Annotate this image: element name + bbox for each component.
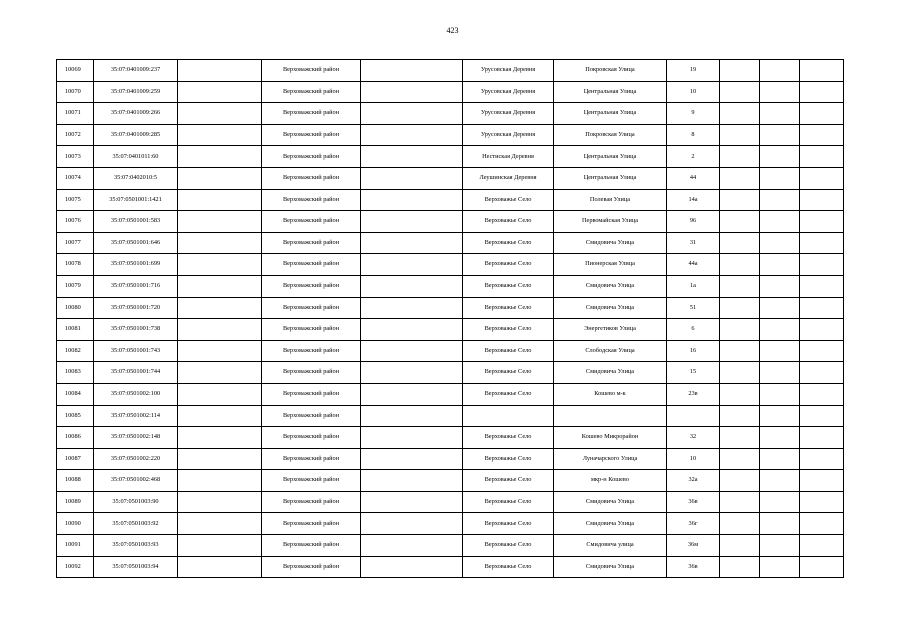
table-row (57, 491, 844, 513)
cadastral-number-cell: 35:07:0501002:148 (94, 427, 178, 449)
cadastral-number-cell: 35:07:0501003:93 (94, 535, 178, 557)
empty-cell (178, 146, 262, 168)
settlement-cell: Верховажье Село (463, 340, 554, 362)
empty-cell (720, 319, 760, 341)
house-number-cell: 14а (667, 189, 720, 211)
table-row (57, 189, 844, 211)
row-number-cell: 10073 (57, 146, 94, 168)
cadastral-number-cell: 35:07:0501001:744 (94, 362, 178, 384)
empty-cell (720, 103, 760, 125)
street-cell: Покровская Улица (554, 124, 667, 146)
row-number-cell: 10072 (57, 124, 94, 146)
empty-cell (800, 535, 844, 557)
empty-cell (178, 167, 262, 189)
empty-cell (178, 427, 262, 449)
row-number-cell: 10087 (57, 448, 94, 470)
empty-cell (800, 189, 844, 211)
house-number-cell: 8 (667, 124, 720, 146)
empty-cell (760, 146, 800, 168)
district-cell: Верховажский район (262, 81, 361, 103)
street-cell: Пионерская Улица (554, 254, 667, 276)
empty-cell (361, 167, 463, 189)
district-cell: Верховажский район (262, 491, 361, 513)
house-number-cell: 10 (667, 448, 720, 470)
empty-cell (720, 383, 760, 405)
empty-cell (178, 362, 262, 384)
district-cell: Верховажский район (262, 362, 361, 384)
empty-cell (800, 60, 844, 82)
street-cell: Смидовича Улица (554, 275, 667, 297)
empty-cell (760, 513, 800, 535)
district-cell: Верховажский район (262, 556, 361, 578)
empty-cell (361, 556, 463, 578)
empty-cell (760, 319, 800, 341)
empty-cell (760, 81, 800, 103)
street-cell: Смидовича Улица (554, 513, 667, 535)
settlement-cell: Верховажье Село (463, 362, 554, 384)
empty-cell (178, 211, 262, 233)
house-number-cell: 32 (667, 427, 720, 449)
street-cell: Покровская Улица (554, 60, 667, 82)
empty-cell (361, 405, 463, 427)
empty-cell (178, 556, 262, 578)
street-cell: Центральная Улица (554, 146, 667, 168)
empty-cell (800, 124, 844, 146)
empty-cell (361, 491, 463, 513)
empty-cell (720, 297, 760, 319)
table-row (57, 383, 844, 405)
house-number-cell: 2 (667, 146, 720, 168)
empty-cell (800, 383, 844, 405)
row-number-cell: 10070 (57, 81, 94, 103)
empty-cell (720, 254, 760, 276)
district-cell: Верховажский район (262, 513, 361, 535)
table-row (57, 81, 844, 103)
table-row (57, 103, 844, 125)
empty-cell (361, 124, 463, 146)
empty-cell (800, 146, 844, 168)
empty-cell (361, 189, 463, 211)
empty-cell (760, 556, 800, 578)
empty-cell (361, 319, 463, 341)
empty-cell (178, 189, 262, 211)
cadastral-number-cell: 35:07:0501002:100 (94, 383, 178, 405)
empty-cell (178, 103, 262, 125)
cadastral-number-cell: 35:07:0501001:743 (94, 340, 178, 362)
street-cell: Первомайская Улица (554, 211, 667, 233)
settlement-cell: Верховажье Село (463, 491, 554, 513)
cadastral-number-cell: 35:07:0501002:114 (94, 405, 178, 427)
empty-cell (760, 103, 800, 125)
district-cell: Верховажский район (262, 275, 361, 297)
cadastral-number-cell: 35:07:0501003:92 (94, 513, 178, 535)
district-cell: Верховажский район (262, 254, 361, 276)
street-cell: Смидовича Улица (554, 556, 667, 578)
row-number-cell: 10085 (57, 405, 94, 427)
empty-cell (800, 319, 844, 341)
empty-cell (800, 167, 844, 189)
settlement-cell: Верховажье Село (463, 189, 554, 211)
empty-cell (800, 211, 844, 233)
empty-cell (361, 232, 463, 254)
empty-cell (178, 124, 262, 146)
table-row (57, 470, 844, 492)
settlement-cell: Верховажье Село (463, 535, 554, 557)
settlement-cell: Урусовская Деревня (463, 124, 554, 146)
empty-cell (760, 275, 800, 297)
empty-cell (760, 254, 800, 276)
empty-cell (760, 491, 800, 513)
district-cell: Верховажский район (262, 470, 361, 492)
settlement-cell: Верховажье Село (463, 513, 554, 535)
row-number-cell: 10084 (57, 383, 94, 405)
house-number-cell: 19 (667, 60, 720, 82)
street-cell: Луначарского Улица (554, 448, 667, 470)
district-cell: Верховажский район (262, 232, 361, 254)
house-number-cell: 36м (667, 535, 720, 557)
house-number-cell: 23в (667, 383, 720, 405)
house-number-cell: 15 (667, 362, 720, 384)
table-row (57, 556, 844, 578)
row-number-cell: 10077 (57, 232, 94, 254)
house-number-cell: 6 (667, 319, 720, 341)
empty-cell (178, 383, 262, 405)
house-number-cell: 32а (667, 470, 720, 492)
street-cell: Центральная Улица (554, 103, 667, 125)
empty-cell (800, 491, 844, 513)
cadastral-number-cell: 35:07:0501003:94 (94, 556, 178, 578)
empty-cell (178, 448, 262, 470)
district-cell: Верховажский район (262, 448, 361, 470)
row-number-cell: 10081 (57, 319, 94, 341)
empty-cell (760, 427, 800, 449)
settlement-cell: Верховажье Село (463, 448, 554, 470)
settlement-cell: Урусовская Деревня (463, 60, 554, 82)
settlement-cell: Нестиская Деревня (463, 146, 554, 168)
empty-cell (760, 340, 800, 362)
house-number-cell: 16 (667, 340, 720, 362)
street-cell: Центральная Улица (554, 81, 667, 103)
empty-cell (800, 405, 844, 427)
row-number-cell: 10092 (57, 556, 94, 578)
settlement-cell: Верховажье Село (463, 297, 554, 319)
empty-cell (720, 513, 760, 535)
row-number-cell: 10083 (57, 362, 94, 384)
street-cell: Энергетиков Улица (554, 319, 667, 341)
table-row (57, 513, 844, 535)
row-number-cell: 10071 (57, 103, 94, 125)
empty-cell (800, 103, 844, 125)
street-cell: Центральная Улица (554, 167, 667, 189)
row-number-cell: 10069 (57, 60, 94, 82)
cadastral-number-cell: 35:07:0501001:720 (94, 297, 178, 319)
table-row (57, 232, 844, 254)
district-cell: Верховажский район (262, 211, 361, 233)
empty-cell (800, 297, 844, 319)
house-number-cell: 31 (667, 232, 720, 254)
street-cell: мкр-н Кошево (554, 470, 667, 492)
empty-cell (800, 340, 844, 362)
empty-cell (760, 232, 800, 254)
district-cell: Верховажский район (262, 146, 361, 168)
table-row (57, 448, 844, 470)
empty-cell (800, 513, 844, 535)
row-number-cell: 10078 (57, 254, 94, 276)
empty-cell (800, 275, 844, 297)
settlement-cell: Верховажье Село (463, 470, 554, 492)
cadastral-number-cell: 35:07:0501001:699 (94, 254, 178, 276)
row-number-cell: 10088 (57, 470, 94, 492)
empty-cell (178, 405, 262, 427)
row-number-cell: 10079 (57, 275, 94, 297)
empty-cell (760, 470, 800, 492)
empty-cell (720, 556, 760, 578)
empty-cell (178, 275, 262, 297)
street-cell: Кошево м-к (554, 383, 667, 405)
row-number-cell: 10089 (57, 491, 94, 513)
empty-cell (800, 81, 844, 103)
table-row (57, 124, 844, 146)
empty-cell (800, 362, 844, 384)
house-number-cell: 44а (667, 254, 720, 276)
empty-cell (178, 254, 262, 276)
table-row (57, 362, 844, 384)
settlement-cell: Верховажье Село (463, 275, 554, 297)
settlement-cell: Верховажье Село (463, 556, 554, 578)
empty-cell (178, 513, 262, 535)
row-number-cell: 10074 (57, 167, 94, 189)
empty-cell (720, 405, 760, 427)
empty-cell (720, 491, 760, 513)
street-cell: Смидовича улица (554, 535, 667, 557)
house-number-cell (667, 405, 720, 427)
table-row (57, 254, 844, 276)
table-row (57, 427, 844, 449)
row-number-cell: 10076 (57, 211, 94, 233)
house-number-cell: 10 (667, 81, 720, 103)
empty-cell (361, 297, 463, 319)
empty-cell (178, 60, 262, 82)
house-number-cell: 44 (667, 167, 720, 189)
settlement-cell: Урусовская Деревня (463, 103, 554, 125)
empty-cell (760, 535, 800, 557)
row-number-cell: 10086 (57, 427, 94, 449)
district-cell: Верховажский район (262, 340, 361, 362)
row-number-cell: 10080 (57, 297, 94, 319)
table-row (57, 405, 844, 427)
house-number-cell: 36в (667, 491, 720, 513)
empty-cell (361, 427, 463, 449)
cadastral-number-cell: 35:07:0401009:266 (94, 103, 178, 125)
table-row (57, 60, 844, 82)
settlement-cell: Верховажье Село (463, 427, 554, 449)
empty-cell (361, 211, 463, 233)
street-cell: Кошево Микрорайон (554, 427, 667, 449)
district-cell: Верховажский район (262, 124, 361, 146)
cadastral-number-cell: 35:07:0501002:468 (94, 470, 178, 492)
table-row (57, 146, 844, 168)
cadastral-number-cell: 35:07:0401009:285 (94, 124, 178, 146)
district-cell: Верховажский район (262, 319, 361, 341)
house-number-cell: 51 (667, 297, 720, 319)
settlement-cell: Верховажье Село (463, 319, 554, 341)
cadastral-number-cell: 35:07:0501001:1421 (94, 189, 178, 211)
empty-cell (361, 103, 463, 125)
empty-cell (178, 232, 262, 254)
table-row (57, 535, 844, 557)
street-cell: Слободская Улица (554, 340, 667, 362)
district-cell: Верховажский район (262, 60, 361, 82)
property-registry-table (56, 59, 844, 578)
district-cell: Верховажский район (262, 383, 361, 405)
empty-cell (178, 340, 262, 362)
empty-cell (361, 383, 463, 405)
table-row (57, 211, 844, 233)
empty-cell (361, 254, 463, 276)
house-number-cell: 1а (667, 275, 720, 297)
settlement-cell: Леушинская Деревня (463, 167, 554, 189)
empty-cell (720, 124, 760, 146)
empty-cell (760, 383, 800, 405)
registry-body (57, 60, 844, 578)
cadastral-number-cell: 35:07:0401011:60 (94, 146, 178, 168)
table-row (57, 319, 844, 341)
settlement-cell: Верховажье Село (463, 383, 554, 405)
empty-cell (361, 60, 463, 82)
empty-cell (178, 491, 262, 513)
empty-cell (760, 405, 800, 427)
row-number-cell: 10082 (57, 340, 94, 362)
cadastral-number-cell: 35:07:0501001:583 (94, 211, 178, 233)
empty-cell (720, 362, 760, 384)
empty-cell (800, 254, 844, 276)
street-cell: Смидовича Улица (554, 297, 667, 319)
empty-cell (720, 340, 760, 362)
empty-cell (178, 297, 262, 319)
district-cell: Верховажский район (262, 535, 361, 557)
empty-cell (760, 60, 800, 82)
district-cell: Верховажский район (262, 297, 361, 319)
empty-cell (720, 275, 760, 297)
settlement-cell: Верховажье Село (463, 254, 554, 276)
empty-cell (361, 81, 463, 103)
street-cell: Смидовича Улица (554, 362, 667, 384)
empty-cell (760, 167, 800, 189)
empty-cell (720, 232, 760, 254)
empty-cell (720, 189, 760, 211)
settlement-cell: Урусовская Деревня (463, 81, 554, 103)
street-cell: Полевая Улица (554, 189, 667, 211)
district-cell: Верховажский район (262, 189, 361, 211)
empty-cell (361, 362, 463, 384)
empty-cell (361, 535, 463, 557)
settlement-cell: Верховажье Село (463, 211, 554, 233)
empty-cell (760, 124, 800, 146)
empty-cell (720, 211, 760, 233)
district-cell: Верховажский район (262, 427, 361, 449)
street-cell (554, 405, 667, 427)
empty-cell (720, 535, 760, 557)
empty-cell (760, 362, 800, 384)
street-cell: Смидовича Улица (554, 232, 667, 254)
table-row (57, 275, 844, 297)
empty-cell (178, 470, 262, 492)
house-number-cell: 36в (667, 556, 720, 578)
empty-cell (178, 81, 262, 103)
table-row (57, 297, 844, 319)
house-number-cell: 36г (667, 513, 720, 535)
empty-cell (720, 448, 760, 470)
empty-cell (800, 470, 844, 492)
cadastral-number-cell: 35:07:0501001:738 (94, 319, 178, 341)
empty-cell (800, 232, 844, 254)
district-cell: Верховажский район (262, 103, 361, 125)
street-cell: Смидовича Улица (554, 491, 667, 513)
empty-cell (178, 319, 262, 341)
empty-cell (720, 167, 760, 189)
page-number: 423 (446, 26, 459, 35)
empty-cell (760, 448, 800, 470)
table-row (57, 167, 844, 189)
district-cell: Верховажский район (262, 405, 361, 427)
cadastral-number-cell: 35:07:0401009:259 (94, 81, 178, 103)
empty-cell (760, 211, 800, 233)
empty-cell (720, 146, 760, 168)
district-cell: Верховажский район (262, 167, 361, 189)
empty-cell (720, 81, 760, 103)
cadastral-number-cell: 35:07:0501002:220 (94, 448, 178, 470)
empty-cell (800, 556, 844, 578)
empty-cell (361, 340, 463, 362)
cadastral-number-cell: 35:07:0501003:90 (94, 491, 178, 513)
house-number-cell: 9 (667, 103, 720, 125)
row-number-cell: 10091 (57, 535, 94, 557)
cadastral-number-cell: 35:07:0501001:716 (94, 275, 178, 297)
empty-cell (760, 297, 800, 319)
empty-cell (720, 470, 760, 492)
cadastral-number-cell: 35:07:0501001:646 (94, 232, 178, 254)
empty-cell (800, 448, 844, 470)
empty-cell (760, 189, 800, 211)
empty-cell (361, 513, 463, 535)
empty-cell (361, 470, 463, 492)
empty-cell (720, 427, 760, 449)
table-row (57, 340, 844, 362)
settlement-cell (463, 405, 554, 427)
settlement-cell: Верховажье Село (463, 232, 554, 254)
cadastral-number-cell: 35:07:0401009:237 (94, 60, 178, 82)
row-number-cell: 10075 (57, 189, 94, 211)
empty-cell (178, 535, 262, 557)
house-number-cell: 96 (667, 211, 720, 233)
cadastral-number-cell: 35:07:0402010:5 (94, 167, 178, 189)
empty-cell (361, 146, 463, 168)
empty-cell (361, 448, 463, 470)
empty-cell (361, 275, 463, 297)
row-number-cell: 10090 (57, 513, 94, 535)
empty-cell (720, 60, 760, 82)
empty-cell (800, 427, 844, 449)
